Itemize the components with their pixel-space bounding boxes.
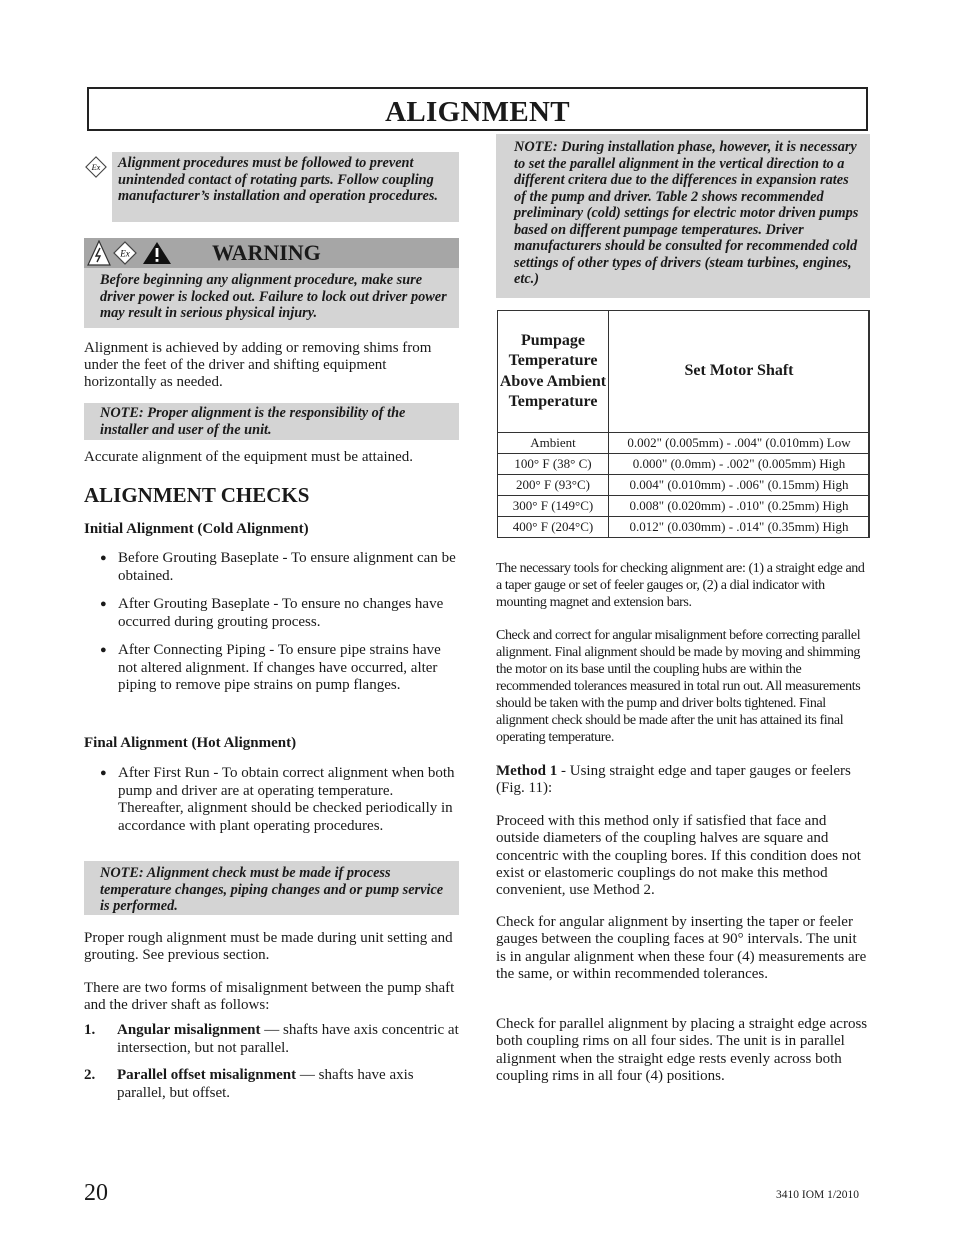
- intro-paragraph: Alignment is achieved by adding or removing shims from under the feet of the driver and shifting equipment horizontally as needed.: [84, 340, 432, 390]
- page-title: ALIGNMENT: [385, 96, 570, 128]
- proceed-paragraph: Proceed with this method only if satisfied that face and outside diameters of the coupling halves are square and concentric with the coupling bores. If this condition does not exist or elastomeric couplings do not make this method convenient, use Method 2.: [496, 813, 861, 899]
- document-reference: 3410 IOM 1/2010: [776, 1189, 860, 1201]
- table-row: [498, 454, 870, 475]
- table-cell: 0.012" (0.030mm) - .014" (0.35mm) High: [609, 517, 870, 538]
- tools-paragraph: The necessary tools for checking alignment are: (1) a straight edge and a taper gauge or set of feeler gauges or, (2) a dial indicator with mounting magnet and extension bars.: [496, 561, 865, 610]
- hot-alignment-heading: Final Alignment (Hot Alignment): [84, 735, 297, 751]
- method1-paragraph: [496, 763, 870, 798]
- table-cell: 0.002" (0.005mm) - .004" (0.010mm) Low: [609, 433, 870, 454]
- table-header-temperature: Pumpage Temperature Above Ambient Temperature: [498, 311, 609, 433]
- misalignment-list: [84, 1022, 462, 1102]
- rough-alignment-paragraph: Proper rough alignment must be made during unit setting and grouting. See previous section.: [84, 930, 453, 963]
- table-cell: 0.008" (0.020mm) - .010" (0.25mm) High: [609, 496, 870, 517]
- parallel-check-paragraph: Check for parallel alignment by placing a straight edge across both coupling rims on all four sides. The unit is in parallel alignment when the straight edge rests evenly across both coupling rims in all four (4) positions.: [496, 1016, 868, 1084]
- table-cell: 0.004" (0.010mm) - .006" (0.15mm) High: [609, 475, 870, 496]
- cold-alignment-heading: Initial Alignment (Cold Alignment): [84, 521, 309, 537]
- method1-label: Method 1: [496, 763, 558, 779]
- ex-hazard-icon: [85, 156, 107, 178]
- warning-text: Before beginning any alignment procedure, make sure driver power is locked out. Failure to lock out driver power may result in serious physical injury.: [84, 268, 459, 328]
- list-item: ● After Connecting Piping - To ensure pipe strains have not altered alignment. If changes have occurred, alter piping to remove pipe strains on pump flanges.: [84, 642, 460, 695]
- list-number: 2.: [84, 1067, 96, 1083]
- forms-paragraph: There are two forms of misalignment between the pump shaft and the driver shaft as follows:: [84, 980, 455, 1013]
- misalignment-desc: — shafts have axis concentric at intersection, but not parallel.: [117, 1022, 459, 1056]
- angular-correction-paragraph: Check and correct for angular misalignment before correcting parallel alignment. Final alignment should be made by moving and shimming the motor on its base until the coupling hubs are within the recommended tolerances measured in total run out. All measurements should be taken with the pump and driver bolts tightened. Final alignment check should be made after the unit has attained its final operating temperature.: [496, 628, 861, 745]
- alignment-checks-heading: ALIGNMENT CHECKS: [84, 483, 310, 507]
- table-cell: 400° F (204°C): [498, 517, 609, 538]
- angular-check-paragraph: Check for angular alignment by inserting the taper or feeler gauges between the coupling faces at 90° intervals. The unit is in angular alignment when these four (4) measurements are the same, or within recommended tolerances.: [496, 914, 867, 982]
- warning-header: [84, 238, 459, 268]
- svg-text:Ex: Ex: [120, 248, 130, 259]
- cold-settings-table: [497, 310, 870, 538]
- svg-text:Ex: Ex: [91, 163, 101, 173]
- note-installation: NOTE: During installation phase, however, it is necessary to set the parallel alignment in the vertical direction to a different critera due to the differences in expansion rates of the pump and driver. Table 2 shows recommended preliminary (cold) settings for electric motor driven pumps based on different pumpage temperatures. Driver manufacturers should be consulted for recommended cold settings of other types of drivers (steam turbines, engines, etc.): [496, 134, 870, 298]
- table-row: [498, 475, 870, 496]
- table-row: [498, 517, 870, 538]
- ex-hazard-icon: [113, 241, 137, 265]
- misalignment-term: Angular misalignment: [117, 1022, 261, 1038]
- hot-alignment-list: [84, 765, 460, 835]
- exclamation-icon: [142, 241, 172, 265]
- electrical-hazard-icon: [87, 240, 111, 266]
- method1-text: - Using straight edge and taper gauges or feelers (Fig. 11):: [496, 763, 851, 797]
- table-outer-border: [868, 310, 870, 537]
- table-header-row: [498, 311, 870, 433]
- table-cell: 300° F (149°C): [498, 496, 609, 517]
- list-number: 1.: [84, 1022, 96, 1038]
- cold-alignment-list: [84, 550, 460, 695]
- table-cell: Ambient: [498, 433, 609, 454]
- accurate-paragraph: Accurate alignment of the equipment must be attained.: [84, 449, 414, 465]
- misalignment-term: Parallel offset misalignment: [117, 1067, 297, 1083]
- page-title-box: [87, 87, 868, 131]
- list-item: ● Before Grouting Baseplate - To ensure alignment can be obtained.: [84, 550, 460, 585]
- table-row: [498, 433, 870, 454]
- table-header-setting: Set Motor Shaft: [609, 311, 870, 433]
- note-responsibility: NOTE: Proper alignment is the responsibility of the installer and user of the unit.: [84, 403, 459, 440]
- list-item: [84, 1067, 462, 1102]
- table-row: [498, 496, 870, 517]
- note-process: NOTE: Alignment check must be made if process temperature changes, piping changes and or pump service is performed.: [84, 861, 459, 915]
- caution-note: Alignment procedures must be followed to prevent unintended contact of rotating parts. Follow coupling manufacturer’s installation and operation procedures.: [112, 152, 459, 222]
- list-item: [84, 1022, 462, 1057]
- misalignment-desc: — shafts have axis parallel, but offset.: [117, 1067, 414, 1101]
- table-cell: 200° F (93°C): [498, 475, 609, 496]
- warning-title: WARNING: [212, 240, 321, 265]
- list-item: ● After Grouting Baseplate - To ensure no changes have occurred during grouting process.: [84, 596, 460, 631]
- table-cell: 100° F (38° C): [498, 454, 609, 475]
- page-number: 20: [84, 1180, 108, 1206]
- table-cell: 0.000" (0.0mm) - .002" (0.005mm) High: [609, 454, 870, 475]
- list-item: ● After First Run - To obtain correct alignment when both pump and driver are at operating temperature. Thereafter, alignment should be checked periodically in accordance with plant operating procedures.: [84, 765, 460, 835]
